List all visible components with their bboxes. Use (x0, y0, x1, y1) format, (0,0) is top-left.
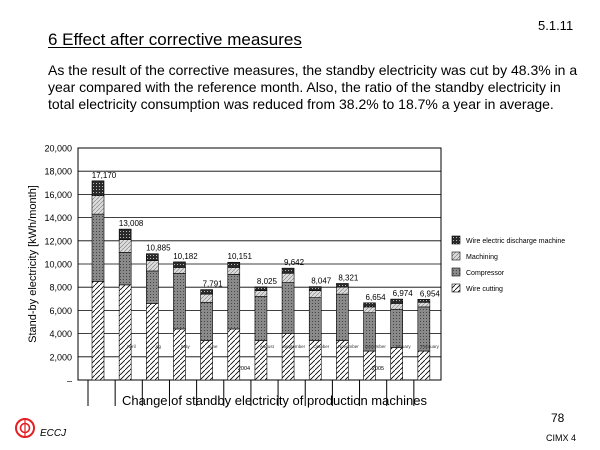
document-code: CIMX 4 (546, 433, 577, 443)
data-label: 6,654 (365, 292, 386, 302)
chart-caption: Change of standby electricity of production machines (122, 393, 427, 408)
bar-segment (391, 299, 403, 303)
bar-segment (364, 303, 376, 307)
legend-label: Wire cutting (466, 286, 503, 293)
bar-segment (391, 309, 403, 347)
slide-number: 5.1.11 (538, 18, 574, 33)
bar-segment (92, 181, 104, 196)
data-label: 8,047 (311, 276, 332, 286)
bar-segment (173, 273, 185, 329)
slide-body-text: As the result of the corrective measures, the standby electricity was cut by 48.3% in a year compared with the reference month. Also, the ratio of the standby electricity in total electricity consumption was reduced from 38.2% to 18.7% a year in average. (48, 62, 578, 112)
bar-segment (336, 287, 348, 294)
x-tick-label: April (126, 344, 136, 349)
bar-segment (309, 298, 321, 341)
bar-segment (228, 274, 240, 329)
bar-segment (418, 351, 430, 380)
legend-label: Compressor (466, 270, 505, 277)
bar-segment (282, 334, 294, 380)
data-label: 10,151 (227, 252, 253, 262)
bar-segment (146, 261, 158, 271)
legend-swatch (452, 268, 460, 276)
bar-segment (309, 291, 321, 298)
bar-segment (228, 262, 240, 267)
y-axis-label: Stand-by electricity [kWh/month] (27, 185, 39, 343)
y-tick-label: 2,000 (49, 352, 72, 363)
page-number: 78 (551, 411, 565, 425)
bar-segment (255, 287, 267, 291)
bar-segment (201, 294, 213, 302)
y-tick-label: 14,000 (44, 213, 72, 224)
y-tick-label: 16,000 (44, 189, 72, 200)
bar-segment (146, 254, 158, 261)
x-tick-label: October (313, 344, 330, 349)
data-label: 8,321 (338, 273, 359, 283)
bar-segment (173, 262, 185, 268)
x-tick-label: May (181, 344, 190, 349)
bar-segment (418, 299, 430, 302)
bar-segment (336, 283, 348, 287)
y-tick-label: 20,000 (44, 143, 72, 154)
x-tick-label: February (420, 344, 439, 349)
y-tick-label: 12,000 (44, 236, 72, 247)
bar-segment (336, 294, 348, 340)
x-tick-label: June (207, 344, 218, 349)
data-label: 6,954 (419, 289, 440, 299)
x-tick-label: August (259, 344, 274, 349)
slide-title: 6 Effect after corrective measures (48, 30, 302, 49)
y-tick-label: 4,000 (49, 329, 72, 340)
year-label: 2004 (237, 366, 251, 372)
y-tick-label: 10,000 (44, 259, 72, 270)
bar-segment (201, 290, 213, 295)
data-label: 8,025 (256, 276, 277, 286)
y-tick-label: – (66, 375, 72, 386)
bar-segment (173, 267, 185, 273)
bar-segment (201, 302, 213, 340)
bar-segment (228, 267, 240, 274)
legend-swatch (452, 252, 460, 260)
bar-segment (391, 348, 403, 380)
x-tick-label: November (338, 344, 359, 349)
x-tick-label: January (394, 344, 411, 349)
bar-segment (92, 196, 104, 215)
bar-segment (364, 307, 376, 313)
x-tick-label: December (365, 344, 386, 349)
x-tick-label: Ag (155, 344, 162, 349)
bar-segment (173, 329, 185, 380)
bar-segment (146, 303, 158, 380)
year-label: 2005 (371, 366, 385, 372)
data-label: 7,791 (202, 279, 223, 289)
bar-segment (119, 252, 131, 284)
legend-label: Wire electric discharge machine (466, 238, 566, 245)
y-tick-label: 18,000 (44, 166, 72, 177)
data-label: 9,642 (284, 258, 305, 268)
legend-swatch (452, 284, 460, 292)
data-label: 17,170 (91, 170, 117, 180)
bar-segment (282, 273, 294, 282)
bar-segment (92, 214, 104, 281)
bar-segment (228, 329, 240, 380)
data-label: 6,974 (392, 289, 413, 299)
bar-segment (255, 291, 267, 297)
legend-swatch (452, 236, 460, 244)
bar-segment (282, 268, 294, 273)
logo-text: ECCJ (40, 428, 67, 439)
bar-segment (92, 281, 104, 380)
bar-segment (309, 287, 321, 291)
data-label: 13,008 (118, 219, 144, 229)
y-tick-label: 8,000 (49, 282, 72, 293)
y-tick-label: 6,000 (49, 305, 72, 316)
bar-segment (418, 302, 430, 307)
bar-segment (391, 303, 403, 309)
bar-segment (255, 296, 267, 340)
legend-label: Machining (466, 254, 498, 261)
data-label: 10,885 (146, 243, 171, 253)
bar-segment (119, 229, 131, 240)
bar-segment (119, 285, 131, 380)
x-tick-label: September (283, 344, 306, 349)
data-label: 10,182 (173, 251, 198, 261)
bar-segment (146, 271, 158, 303)
bar-segment (119, 240, 131, 253)
bar-segment (282, 283, 294, 334)
